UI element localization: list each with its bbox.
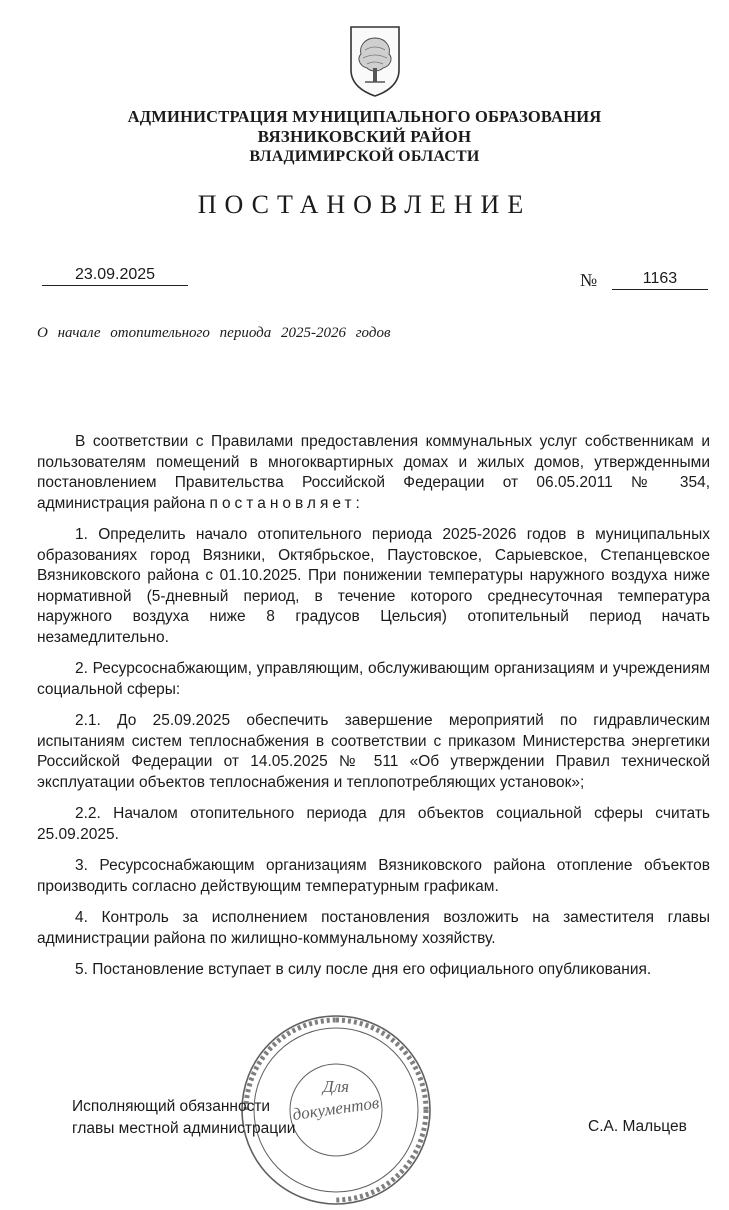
document-subject: О начале отопительного периода 2025-2026 годов	[37, 325, 391, 341]
header-line-2: ВЯЗНИКОВСКИЙ РАЙОН	[257, 127, 472, 146]
stamp-text-1: Для	[322, 1077, 350, 1096]
intro-text: В соответствии с Правилами предоставления коммунальных услуг собственникам и пользователям помещений в многоквартирных домах и жилых домов, утвержденными постановлением Правительства Российской Федерации от 06.05.2011 № 354, администрация района	[37, 433, 710, 512]
header-line-3: ВЛАДИМИРСКОЙ ОБЛАСТИ	[249, 148, 480, 165]
position-line-2: главы местной администрации	[72, 1120, 296, 1137]
header-line-1: АДМИНИСТРАЦИЯ МУНИЦИПАЛЬНОГО ОБРАЗОВАНИЯ	[127, 107, 602, 126]
signatory-name: С.А. Мальцев	[588, 1118, 687, 1135]
document-title: ПОСТАНОВЛЕНИЕ	[197, 190, 532, 219]
paragraph-5: 5. Постановление вступает в силу после дня его официального опубликования.	[75, 961, 652, 978]
paragraph-2-1: 2.1. До 25.09.2025 обеспечить завершение мероприятий по гидравлическим испытаниям систем теплоснабжения в соответствии с приказом Министерства энергетики Российской Федерации от 14.05.2025 № 511 «Об утверждении Правил технической эксплуатации объектов теплоснабжения и теплопотребляющих установок»;	[37, 712, 710, 791]
paragraph-2-2: 2.2. Началом отопительного периода для объектов социальной сферы считать 25.09.2025.	[37, 805, 710, 843]
document-date: 23.09.2025	[42, 266, 188, 286]
paragraph-1: 1. Определить начало отопительного периода 2025-2026 годов в муниципальных образованиях город Вязники, Октябрьское, Паустовское, Сарыевское, Степанцевское Вязниковского района с 01.10.2025. При понижении температуры наружного воздуха ниже нормативной (5-дневный период, в течение которого среднесуточная температура наружного воздуха ниже 8 градусов Цельсия) отопительный период начать незамедлительно.	[37, 526, 710, 646]
document-number: 1163	[612, 270, 708, 290]
number-sign: №	[580, 270, 598, 290]
document-body	[37, 432, 710, 992]
signatory-position	[72, 1096, 295, 1140]
paragraph-3: 3. Ресурсоснабжающим организациям Вязниковского района отопление объектов производить согласно действующим температурным графикам.	[37, 857, 710, 895]
paragraph-4: 4. Контроль за исполнением постановления возложить на заместителя главы администрации района по жилищно-коммунальному хозяйству.	[37, 909, 710, 947]
intro-paragraph	[37, 432, 710, 514]
position-line-1: Исполняющий обязанности	[72, 1098, 271, 1115]
paragraph-2: 2. Ресурсоснабжающим, управляющим, обслуживающим организациям и учреждениям социальной сферы:	[37, 660, 710, 698]
stamp-text-2: документов	[291, 1093, 381, 1124]
decree-word: постановляет:	[209, 494, 364, 512]
coat-of-arms-icon	[347, 24, 403, 98]
